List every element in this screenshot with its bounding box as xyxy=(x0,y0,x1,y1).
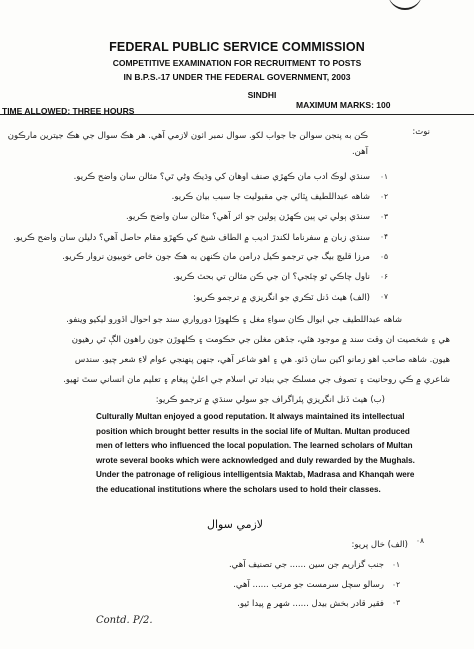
sindhi-passage-line-3: هيون. شاهه صاحب اهو زمانو اکين سان ڏٺو. هي ۽ اهو شاعر آهي، جنهن پنهنجي عوام لاءِ شعر چيو. سندس xyxy=(74,355,450,365)
exam-subtitle-line1: COMPETITIVE EXAMINATION FOR RECRUITMENT TO POSTS xyxy=(112,58,362,68)
blank-item-2: رسالو سچل سرمست جو مرتب ...... آهي. xyxy=(233,580,384,590)
blank-item-1: جنب گزاريم جن سين ...... جي تصنيف آهي. xyxy=(228,560,384,570)
blank-number-3: ۰۳ xyxy=(392,598,401,607)
compulsory-question-title: لازمي سوال xyxy=(206,518,264,531)
blank-number-2: ۰۲ xyxy=(392,580,401,589)
question-number-6: ۰۶ xyxy=(380,272,389,281)
english-line-1: Culturally Multan enjoyed a good reputation. It always maintained its intellectual xyxy=(96,412,405,421)
question-6: ناول چاڪي ٿو چئجي؟ ان جي ڪن مثالن تي بحث ڪريو. xyxy=(173,272,370,282)
blank-item-3: فقير قادر بخش بيدل ...... شهر ۾ پيدا ٿيو. xyxy=(237,599,384,609)
question-number-8: ۰۸ xyxy=(416,536,425,545)
header-divider xyxy=(0,114,474,115)
time-marks-row xyxy=(0,100,474,114)
english-passage xyxy=(96,410,415,497)
question-number-1: ۰۱ xyxy=(380,172,389,181)
fill-blanks-label: (الف) خال پريو: xyxy=(351,540,408,550)
sindhi-passage-line-2: هي ۽ شخصيت ان وقت سند ۾ موجود هئي، جڏهن مغلن جي حڪومت ۽ ڪلهوڙن جون راهون الڳ ٿي رهيون xyxy=(71,335,450,345)
question-number-7: ۰۷ xyxy=(380,292,389,301)
note-line-2: آهن. xyxy=(351,147,368,157)
sindhi-passage-line-4: شاعري ۾ ڪي روحانيت ۽ تصوف جي مسلڪ جي بنياد تي اسلام جي اعليٰ پيغام ۽ تعليم مان انساني سٿ ٺهيو. xyxy=(63,375,450,385)
subject-name: SINDHI xyxy=(247,90,277,100)
question-3: سنڌي ٻولي تي ٻين ڪهڙن ٻولين جو اثر آهي؟ مثالن سان واضح ڪريو. xyxy=(125,212,370,222)
commission-title: FEDERAL PUBLIC SERVICE COMMISSION xyxy=(109,40,365,54)
question-2: شاهه عبداللطيف ڀٽائي جي مقبوليت جا سبب بيان ڪريو. xyxy=(171,192,370,202)
question-number-5: ۰۵ xyxy=(380,252,389,261)
question-number-2: ۰۲ xyxy=(380,192,389,201)
maximum-marks: MAXIMUM MARKS: 100 xyxy=(296,100,391,110)
question-5: مرزا قليچ بيگ جي ترجمو ڪيل ڊرامن مان ڪنهن به هڪ جون خاص خوبيون نروار ڪريو. xyxy=(62,252,370,262)
english-line-6: the educational institutions where the scholars used to hold their classes. xyxy=(96,484,381,494)
scan-corner-mark xyxy=(388,0,422,10)
exam-subtitle-line2: IN B.P.S.-17 UNDER THE FEDERAL GOVERNMENT, 2003 xyxy=(123,72,351,82)
blank-number-1: ۰۱ xyxy=(392,560,401,569)
question-1: سنڌي لوڪ ادب مان ڪهڙي صنف اوهان کي وڌيڪ وڻي ٿي؟ مثالن سان واضح ڪريو. xyxy=(73,172,370,182)
continued-note: Contd. P/2. xyxy=(96,615,153,626)
question-7-part-b: (ب) هيٺ ڏنل انگريزي پئراگراف جو سولي سنڌي ۾ ترجمو ڪريو: xyxy=(155,395,385,405)
english-line-2: position which brought better results in the social life of Multan. Multan produced xyxy=(96,426,410,436)
note-label: نوٽ: xyxy=(412,127,430,137)
time-allowed: TIME ALLOWED: THREE HOURS xyxy=(2,106,135,116)
sindhi-passage-line-1: شاهه عبداللطيف جي ابوال ڪان سواءِ مغل ۽ ڪلهوڙا دورواري سند جو احوال اڏورو ليکيو وينفو. xyxy=(66,315,402,325)
question-number-4: ۰۴ xyxy=(380,232,389,241)
question-number-3: ۰۳ xyxy=(380,212,389,221)
note-line-1: ڪن به پنجن سوالن جا جواب لکو. سوال نمبر اٺون لازمي آهي. هر هڪ سوال جي هڪ جيترين مارڪون xyxy=(7,131,368,141)
english-line-4: wrote several books which were acknowledged and duly rewarded by the Mughals. xyxy=(96,455,415,465)
question-4: سنڌي زبان ۾ سفرناما لکندڙ اديب ۾ الطاف شيخ کي ڪهڙو مقام حاصل آهي؟ دليلن سان واضح ڪريو. xyxy=(13,233,370,243)
english-line-5: Under the patronage of religious intelligentsia Maktab, Madrasa and Khanqah were xyxy=(96,470,415,479)
question-7-part-a: (الف) هيٺ ڏنل ٽڪري جو انگريزي ۾ ترجمو ڪريو: xyxy=(193,293,370,303)
english-line-3: men of letters who influenced the local population. The learned scholars of Multan xyxy=(96,441,413,450)
